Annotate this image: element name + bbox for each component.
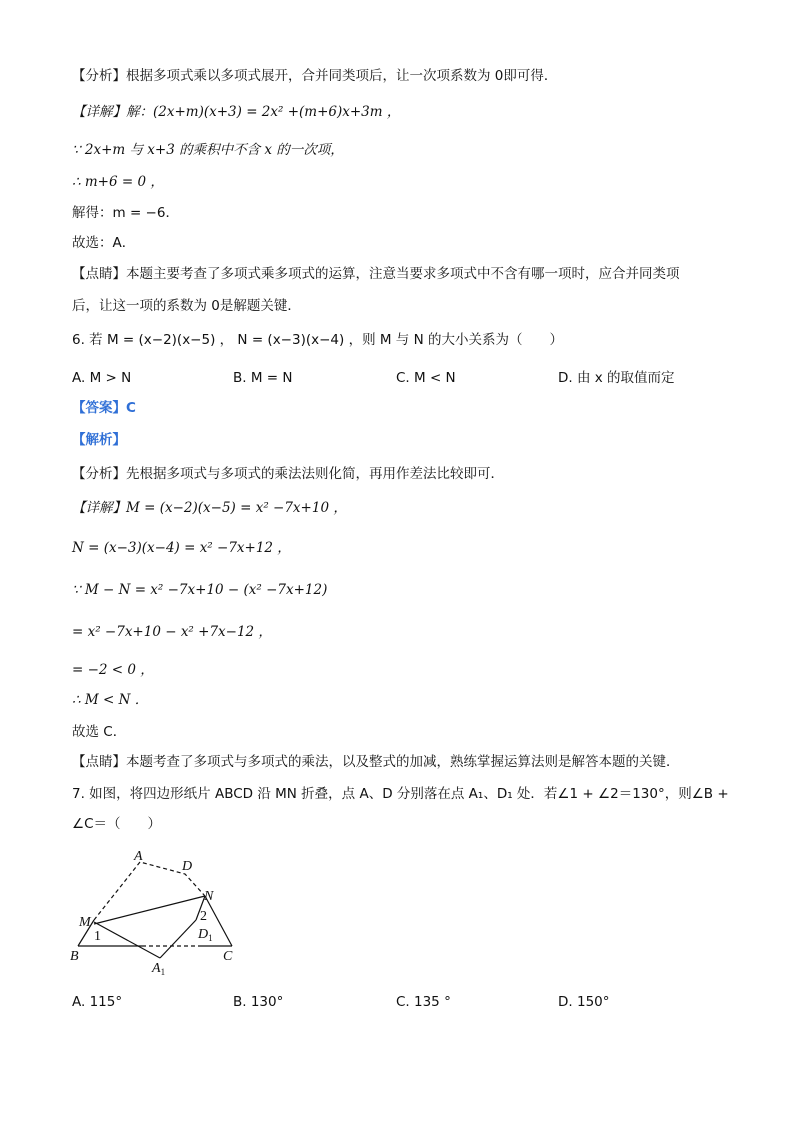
label-a: A [134,849,143,864]
q6-step-conclusion: ∴ M < N ． [72,692,149,708]
q7-stem-line-1: 7. 如图，将四边形纸片 ABCD 沿 MN 折叠，点 A、D 分别落在点 A₁、D₁ 处．若∠1 + ∠2＝130°，则∠B + [72,786,729,802]
q5-comment-line-1: 【点睛】本题主要考查了多项式乘多项式的运算，注意当要求多项式中不含有哪一项时，应合并同类项 [72,266,680,282]
q6-option-c: C. M < N [396,370,456,386]
edge-m-a1 [94,922,160,958]
q6-analysis: 【分析】先根据多项式与多项式的乘法法则化简，再用作差法比较即可． [72,466,504,482]
q5-comment-line-2: 后，让这一项的系数为 0是解题关键． [72,298,301,314]
q6-answer: 【答案】C [72,400,136,416]
q6-option-a: A. M > N [72,370,132,386]
q5-analysis: 【分析】根据多项式乘以多项式展开，合并同类项后，让一次项系数为 0即可得． [72,68,558,84]
q6-analysis-heading: 【解析】 [72,432,126,448]
q7-option-a: A. 115° [72,994,123,1010]
q5-choose: 故选：A． [72,235,136,251]
label-d: D [182,859,193,874]
label-a1: $A_1$ [152,961,166,977]
q6-stem: 6. 若 M = (x−2)(x−5) ， N = (x−3)(x−4) ，则 M 与 N 的大小关系为（ ） [72,332,563,348]
fold-quadrilateral-figure [70,848,250,978]
label-d1: $D_1$ [198,927,213,943]
q7-option-c: C. 135 ° [396,994,451,1010]
q6-option-b: B. M = N [233,370,293,386]
edge-a1-d1 [160,920,196,958]
label-b: B [70,949,79,964]
q5-detail: 【详解】解：(2x+m)(x+3) = 2x² +(m+6)x+3m ， [72,104,401,120]
q5-therefore: ∴ m+6 = 0 ， [72,174,164,190]
q5-solve: 解得：m = −6． [72,205,179,221]
fold-line-mn [94,896,205,924]
q6-step-expand: = x² −7x+10 − x² +7x−12 ， [72,624,272,640]
q6-step-diff: ∵ M − N = x² −7x+10 − (x² −7x+12) [72,582,328,598]
q6-choose: 故选 C． [72,724,127,740]
q6-detail: 【详解】M = (x−2)(x−5) = x² −7x+10 ， [72,500,347,516]
q7-option-b: B. 130° [233,994,284,1010]
q5-because: ∵ 2x+m 与 x+3 的乘积中不含 x 的一次项， [72,142,344,158]
angle-1-label: 1 [94,929,101,944]
label-n: N [204,889,214,904]
q6-step-n: N = (x−3)(x−4) = x² −7x+12 ， [72,540,291,556]
q6-step-value: = −2 < 0 ， [72,662,154,678]
label-c: C [223,949,233,964]
label-m: M [79,915,91,930]
angle-2-label: 2 [200,909,207,924]
q7-stem-line-2: ∠C＝（ ） [72,816,162,832]
q6-option-d: D. 由 x 的取值而定 [558,370,675,386]
q6-comment: 【点睛】本题考查了多项式与多项式的乘法，以及整式的加减，熟练掌握运算法则是解答本题的关键． [72,754,680,770]
q7-option-d: D. 150° [558,994,610,1010]
